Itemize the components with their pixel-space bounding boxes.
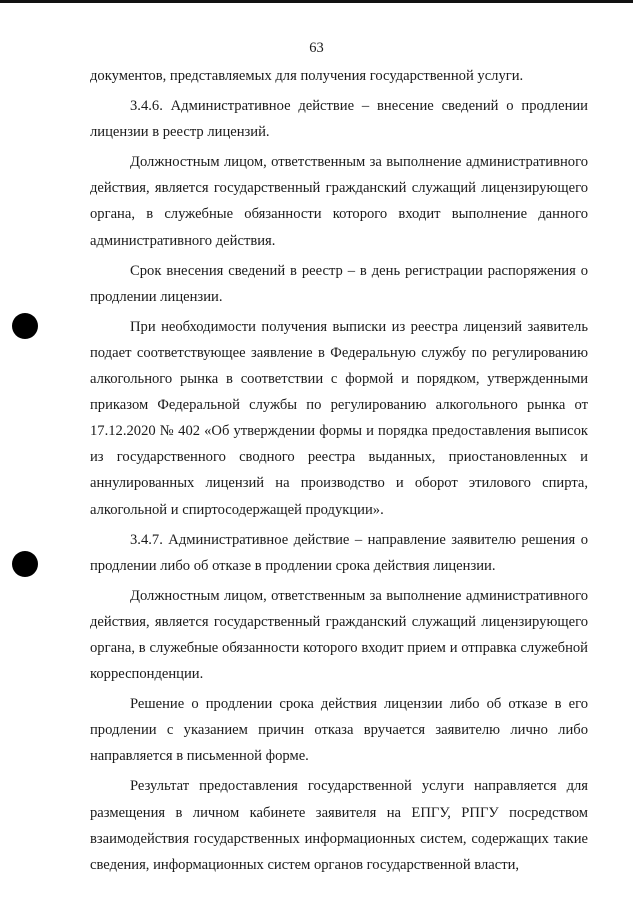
top-border-line bbox=[0, 0, 633, 3]
paragraph-registry-extract: При необходимости получения выписки из реестра лицензий заявитель подает соответствующее заявление в Федеральную службу по регулированию алкогольного рынка в соответствии с формой и порядком, утвержденными приказом Федеральной службы по регулированию алкогольного рынка от 17.12.2020 № 402 «Об утверждении формы и порядка предоставления выписок из государственного сводного реестра выданных, приостановленных и аннулированных лицензий на производство и оборот этилового спирта, алкогольной и спиртосодержащей продукции». bbox=[90, 318, 588, 518]
paragraph-responsible-official-2: Должностным лицом, ответственным за выполнение административного действия, является государственный гражданский служащий лицензирующего органа, в служебные обязанности которого входит прием и отправка служебной корреспонденции. bbox=[90, 587, 588, 683]
paragraph-continuation: документов, представляемых для получения государственной услуги. bbox=[90, 68, 524, 84]
punch-hole-mark bbox=[12, 313, 38, 339]
paragraph-responsible-official: Должностным лицом, ответственным за выполнение административного действия, является государственный гражданский служащий лицензирующего органа, в служебные обязанности которого входит выполнение данного административного действия. bbox=[90, 154, 588, 249]
punch-hole-mark bbox=[12, 551, 38, 577]
paragraph-registry-deadline: Срок внесения сведений в реестр – в день регистрации распоряжения о продлении лицензии. bbox=[90, 262, 588, 305]
paragraph-service-result: Результат предоставления государственной услуги направляется для размещения в личном кабинете заявителя на ЕПГУ, РПГУ посредством взаимодействия государственных информационных систем, содержащих такие сведения, информационных систем органов государственной власти, bbox=[90, 778, 588, 873]
document-body bbox=[90, 63, 588, 878]
section-heading-3-4-7: 3.4.7. Административное действие – направление заявителю решения о продлении либо об отказе в продлении срока действия лицензии. bbox=[90, 531, 588, 574]
paragraph-decision-delivery: Решение о продлении срока действия лицензии либо об отказе в его продлении с указанием причин отказа вручается заявителю лично либо направляется в письменной форме. bbox=[90, 696, 588, 765]
section-heading-3-4-6: 3.4.6. Административное действие – внесение сведений о продлении лицензии в реестр лицензий. bbox=[90, 98, 588, 141]
page-number: 63 bbox=[309, 40, 324, 56]
